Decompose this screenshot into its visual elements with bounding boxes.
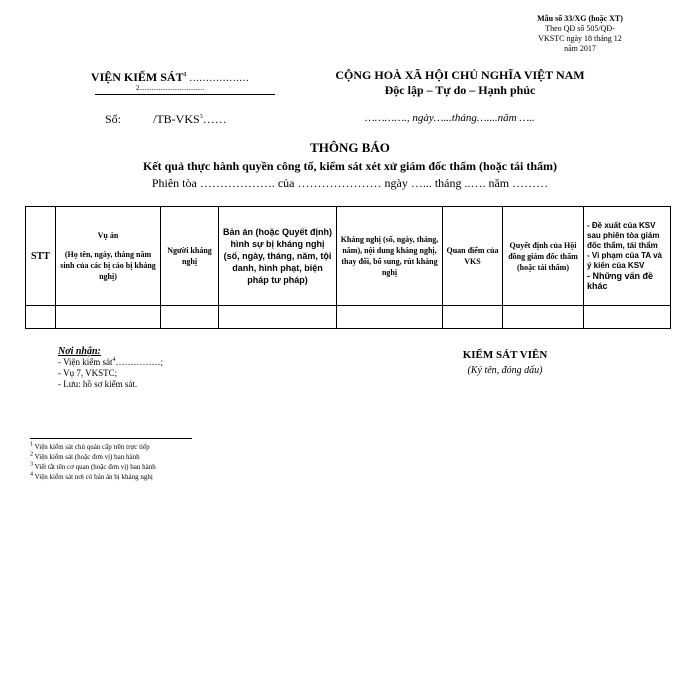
table-cell[interactable] xyxy=(503,306,584,329)
recipient-item1-text: - Viện kiểm sát xyxy=(58,357,113,367)
form-code-line3: VKSTC ngày 18 tháng 12 xyxy=(538,34,622,43)
report-table xyxy=(25,206,671,329)
date-line: …………., ngày…...tháng…....năm ….. xyxy=(365,112,535,124)
col-header-stt: STT xyxy=(26,207,56,306)
recipients-block xyxy=(58,346,163,390)
form-code-line2: Theo QĐ số 505/QĐ- xyxy=(545,24,615,33)
col-header-notes-1: - Đề xuất của KSV sau phiên tòa giám đốc thẩm, tái thẩm xyxy=(587,221,660,250)
document-number xyxy=(105,112,227,127)
col-header-case-detail: (Họ tên, ngày, tháng năm sinh của các bị cáo bị kháng nghị) xyxy=(60,250,156,281)
footnote-item xyxy=(30,472,156,482)
agency-sub-unit: 2..................................... xyxy=(135,84,205,92)
footnote-num: 4 xyxy=(30,471,33,478)
footnote-divider xyxy=(30,438,192,439)
table-header-row xyxy=(26,207,671,306)
nation-title: CỘNG HOÀ XÃ HỘI CHỦ NGHĨA VIỆT NAM xyxy=(335,68,585,82)
col-header-notes-2: - Vi phạm của TA và ý kiến của KSV xyxy=(587,251,662,270)
col-header-case-title: Vụ án xyxy=(97,231,119,240)
doc-number-code: /TB-VKS xyxy=(153,112,200,126)
col-header-vks-view: Quan điểm của VKS xyxy=(443,207,503,306)
national-header xyxy=(330,68,590,98)
table-cell[interactable] xyxy=(584,306,671,329)
doc-number-sup: 3 xyxy=(199,114,203,120)
document-subtitle: Kết quả thực hành quyền công tố, kiểm sát xét xử giám đốc thẩm (hoặc tái thẩm) xyxy=(142,159,558,173)
footnote-text: Viết tắt tên cơ quan (hoặc đơn vị) ban hành xyxy=(34,463,156,471)
footnote-item xyxy=(30,452,156,462)
footnote-item xyxy=(30,442,156,452)
doc-number-dots: …… xyxy=(202,112,227,126)
recipient-item: - Vụ 7, VKSTC; xyxy=(58,368,118,378)
table-cell[interactable] xyxy=(219,306,337,329)
table-cell[interactable] xyxy=(161,306,219,329)
table-row xyxy=(26,306,671,329)
agency-name xyxy=(70,70,270,85)
footnote-text: Viện kiểm sát (hoặc đơn vị) ban hành xyxy=(34,453,140,461)
signer-note: (Ký tên, đóng dấu) xyxy=(467,365,543,376)
col-header-protest: Kháng nghị (số, ngày, tháng, năm), nội dung kháng nghị, thay đổi, bổ sung, rút kháng nghị xyxy=(337,207,443,306)
form-code xyxy=(520,14,640,54)
table-cell[interactable] xyxy=(26,306,56,329)
col-header-protester: Người kháng nghị xyxy=(161,207,219,306)
table-cell[interactable] xyxy=(56,306,161,329)
session-line: Phiên tòa ………………. của ………………… ngày …... tháng ..…. năm ……… xyxy=(151,176,549,190)
doc-number-label: Số: xyxy=(105,112,122,126)
footnote-num: 1 xyxy=(30,441,33,448)
document-title: THÔNG BÁO xyxy=(310,140,390,155)
footnote-item xyxy=(30,462,156,472)
recipients-heading: Nơi nhận: xyxy=(58,346,101,357)
recipient-item: - Lưu: hồ sơ kiểm sát. xyxy=(58,379,138,389)
recipient-item1-rest: ……………; xyxy=(115,357,164,367)
table-cell[interactable] xyxy=(443,306,503,329)
footnote-text: Viện kiểm sát nơi có bản án bị kháng nghị xyxy=(34,473,153,481)
form-code-line1: Mẫu số 33/XG (hoặc XT) xyxy=(537,14,623,23)
footnotes xyxy=(30,442,156,482)
signer-title: KIỂM SÁT VIÊN xyxy=(462,349,548,361)
agency-name-sup: 1 xyxy=(183,72,187,78)
footnote-num: 2 xyxy=(30,451,33,458)
col-header-judgment: Bản án (hoặc Quyết định) hình sự bị kháng nghị (số, ngày, tháng, năm, tội danh, hình phạt, biện pháp tư pháp) xyxy=(219,207,337,306)
col-header-decision: Quyết định của Hội đồng giám đốc thẩm (hoặc tái thẩm) xyxy=(503,207,584,306)
recipient-item1-sup: 4 xyxy=(112,357,116,363)
footnote-num: 3 xyxy=(30,461,33,468)
form-code-line4: năm 2017 xyxy=(564,44,596,53)
table-cell[interactable] xyxy=(337,306,443,329)
recipient-item xyxy=(58,357,163,368)
col-header-notes xyxy=(584,207,671,306)
signer-block xyxy=(430,348,580,378)
col-header-case xyxy=(56,207,161,306)
nation-motto: Độc lập – Tự do – Hạnh phúc xyxy=(384,83,536,97)
footnote-text: Viện kiểm sát chủ quản cấp trên trực tiếp xyxy=(34,443,150,451)
agency-underline xyxy=(95,94,275,95)
agency-name-text: VIỆN KIỂM SÁT xyxy=(90,70,184,84)
col-header-notes-3: - Những vấn đề khác xyxy=(587,271,654,291)
agency-name-dots: ……………… xyxy=(186,73,250,84)
